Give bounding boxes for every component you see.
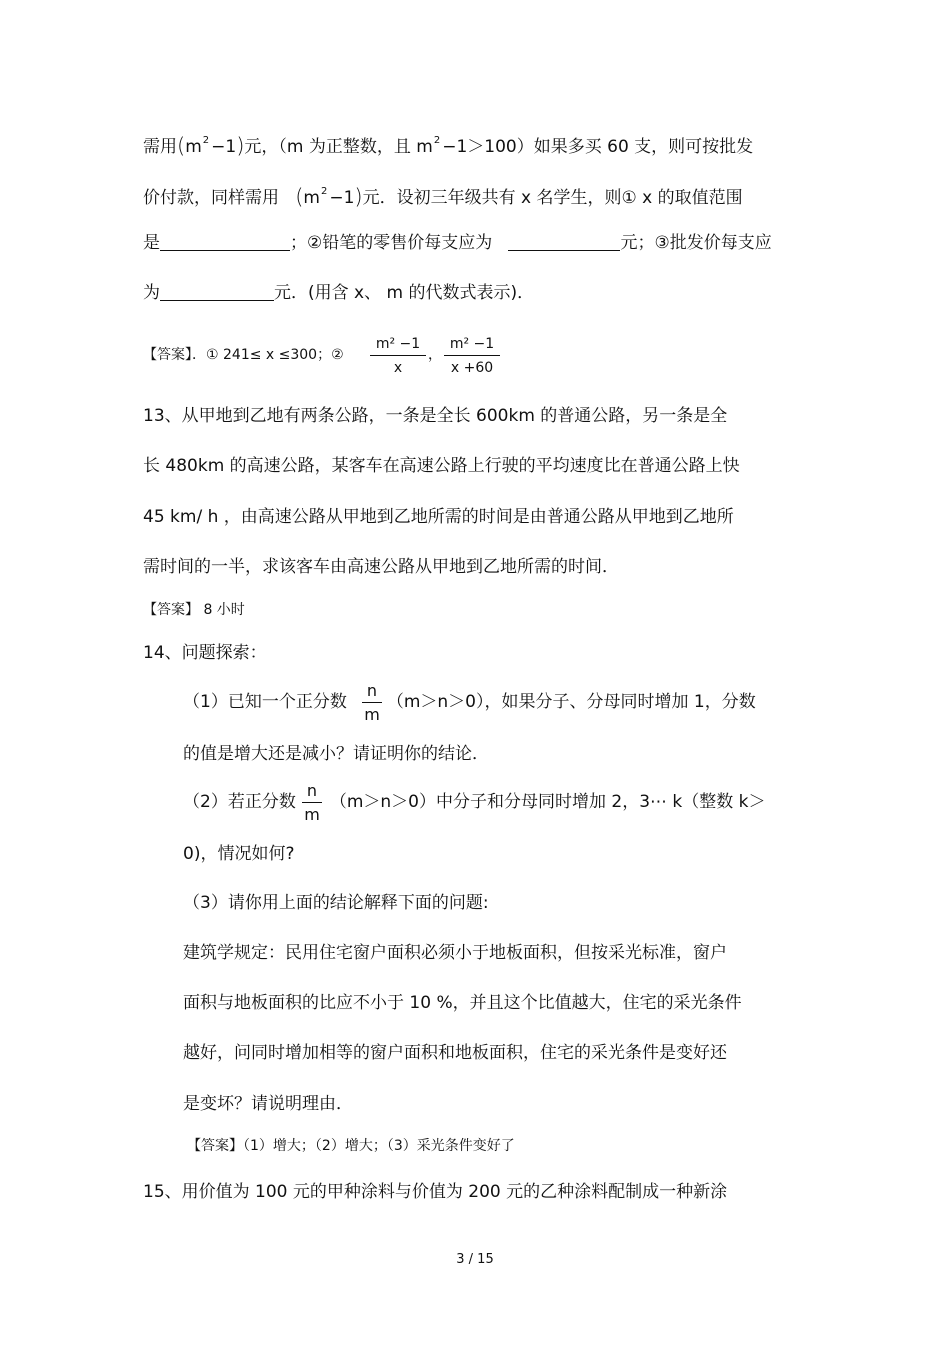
p14-q1-line-1: （1）已知一个正分数 （m＞n＞0），如果分子、分母同时增加 1，分数 xyxy=(183,692,756,712)
p14-text-line-4: 是变坏？请说明理由． xyxy=(183,1094,353,1114)
p12-line-4: 为 元．(用含 x、 m 的代数式表示)． xyxy=(143,283,535,303)
p12-line-1: 需用$(m^2 -1)$元，（m 为正整数，且 $m^2 -1>100$）如果多买 60 支，则可按批发 xyxy=(143,134,754,158)
p14-q2-line-1: （2）若正分数 （m＞n＞0）中分子和分母同时增加 2，3⋯ k（整数 k＞ xyxy=(183,792,766,812)
p12-answer-separator: ， xyxy=(428,347,442,363)
p15-line-1: 15、用价值为 100 元的甲种涂料与价值为 200 元的乙种涂料配制成一种新涂 xyxy=(143,1182,728,1202)
page-number: 3 / 15 xyxy=(456,1252,494,1267)
p13-answer: 【答案】 8 小时 xyxy=(143,602,245,618)
p14-q2-fraction: n m xyxy=(302,782,322,824)
p14-title: 14、问题探索： xyxy=(143,643,267,663)
p13-line-4: 需时间的一半，求该客车由高速公路从甲地到乙地所需的时间． xyxy=(143,557,619,577)
p12-line-3: 是 ；②铅笔的零售价每支应为 元；③批发价每支应 xyxy=(143,233,772,253)
p13-line-2: 长 480km 的高速公路，某客车在高速公路上行驶的平均速度比在普通公路上快 xyxy=(143,456,740,476)
p12-line-2: 价付款，同样需用 $(m^2 -1)$元．设初三年级共有 x 名学生，则① x 的取值范围 xyxy=(143,185,743,209)
p14-q1-fraction: n m xyxy=(362,682,382,724)
answer-blank-1[interactable] xyxy=(160,234,290,251)
p12-answer-fraction-1: m² −1 x xyxy=(370,335,426,377)
p14-answer: 【答案】（1）增大；（2）增大；（3）采光条件变好了 xyxy=(187,1138,515,1154)
p12-answer-fraction-2: m² −1 x +60 xyxy=(444,335,500,377)
p14-text-line-3: 越好，问同时增加相等的窗户面积和地板面积，住宅的采光条件是变好还 xyxy=(183,1043,727,1063)
p14-text-line-1: 建筑学规定：民用住宅窗户面积必须小于地板面积，但按采光标准，窗户 xyxy=(183,943,727,963)
answer-blank-3[interactable] xyxy=(160,284,274,301)
p13-line-3: 45 km/ h ，由高速公路从甲地到乙地所需的时间是由普通公路从甲地到乙地所 xyxy=(143,507,734,527)
p14-q3: （3）请你用上面的结论解释下面的问题: xyxy=(183,893,489,913)
p14-q2-line-2: 0)，情况如何? xyxy=(183,844,295,864)
p14-q1-line-2: 的值是增大还是减小？请证明你的结论． xyxy=(183,744,489,764)
answer-blank-2[interactable] xyxy=(508,234,620,251)
p14-text-line-2: 面积与地板面积的比应不小于 10 %，并且这个比值越大，住宅的采光条件 xyxy=(183,993,742,1013)
p12-answer-label: 【答案】．① 241≤ x ≤300；② xyxy=(143,347,344,363)
p13-line-1: 13、从甲地到乙地有两条公路，一条是全长 600km 的普通公路，另一条是全 xyxy=(143,406,728,426)
